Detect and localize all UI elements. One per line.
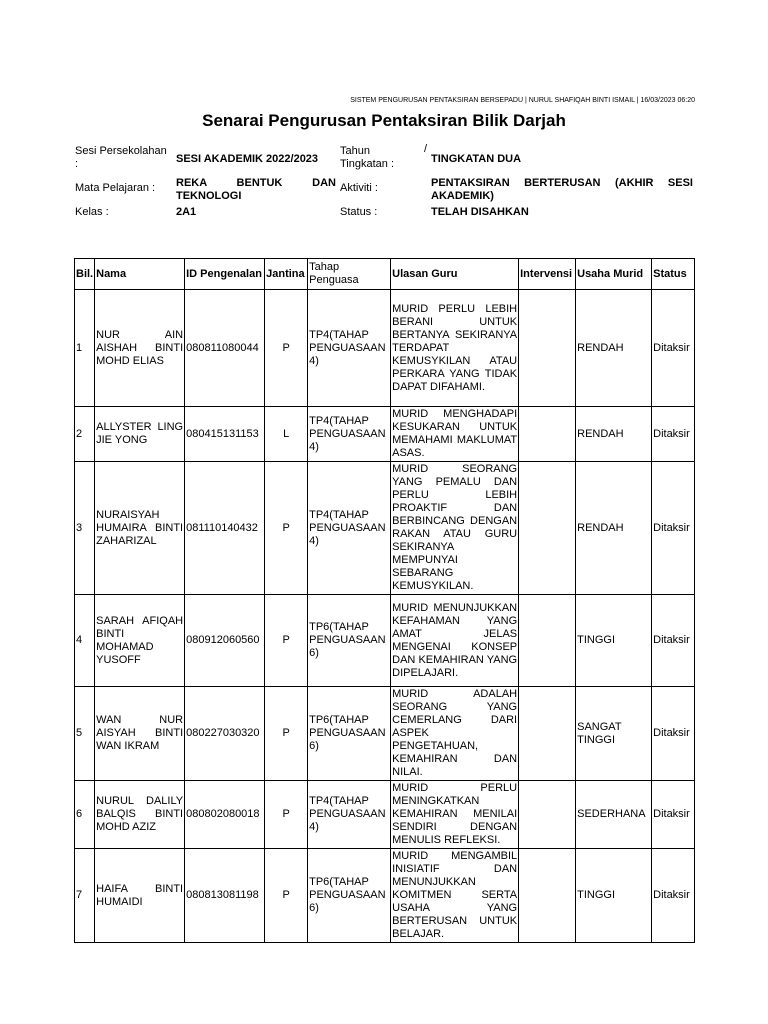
cell-bil: 2 bbox=[75, 407, 95, 462]
table-row bbox=[75, 687, 695, 781]
cell-intervensi bbox=[519, 595, 576, 687]
col-tahap: Tahap Penguasa bbox=[308, 259, 391, 290]
mata-pelajaran-value: REKA BENTUK DAN TEKNOLOGI bbox=[176, 177, 336, 202]
cell-ulasan: MURID MENGHADAPI KESUKARAN UNTUK MEMAHAMI MAKLUMAT ASAS. bbox=[391, 407, 519, 462]
cell-intervensi bbox=[519, 290, 576, 407]
col-status: Status bbox=[652, 259, 695, 290]
aktiviti-value: PENTAKSIRAN BERTERUSAN (AKHIR SESI AKADEMIK) bbox=[431, 177, 693, 202]
table-row bbox=[75, 407, 695, 462]
page-title: Senarai Pengurusan Pentaksiran Bilik Darjah bbox=[202, 111, 566, 130]
cell-nama: SARAH AFIQAH BINTI MOHAMAD YUSOFF bbox=[95, 595, 185, 687]
cell-ulasan: MURID MENUNJUKKAN KEFAHAMAN YANG AMAT JELAS MENGENAI KONSEP DAN KEMAHIRAN YANG DIPELAJARI. bbox=[391, 595, 519, 687]
cell-usaha: RENDAH bbox=[576, 290, 652, 407]
cell-jantina: P bbox=[265, 687, 308, 781]
cell-intervensi bbox=[519, 407, 576, 462]
cell-usaha: TINGGI bbox=[576, 849, 652, 943]
mata-pelajaran-label: Mata Pelajaran : bbox=[75, 182, 156, 194]
cell-status: Ditaksir bbox=[652, 290, 695, 407]
status-label: Status : bbox=[340, 206, 378, 218]
cell-status: Ditaksir bbox=[652, 595, 695, 687]
cell-nama: WAN NUR AISYAH BINTI WAN IKRAM bbox=[95, 687, 185, 781]
cell-ulasan: MURID PERLU LEBIH BERANI UNTUK BERTANYA SEKIRANYA TERDAPAT KEMUSYKILAN ATAU PERKARA YANG TIDAK DAPAT DIFAHAMI. bbox=[391, 290, 519, 407]
cell-jantina: L bbox=[265, 407, 308, 462]
cell-usaha: TINGGI bbox=[576, 595, 652, 687]
cell-tahap: TP6(TAHAP PENGUASAAN 6) bbox=[308, 849, 391, 943]
sesi-label: Sesi Persekolahan : bbox=[75, 145, 167, 170]
cell-id: 080802080018 bbox=[185, 781, 265, 849]
cell-id: 081110140432 bbox=[185, 462, 265, 595]
cell-tahap: TP4(TAHAP PENGUASAAN 4) bbox=[308, 290, 391, 407]
cell-tahap: TP4(TAHAP PENGUASAAN 4) bbox=[308, 462, 391, 595]
cell-nama: NUR AIN AISHAH BINTI MOHD ELIAS bbox=[95, 290, 185, 407]
cell-nama: NURUL DALILY BALQIS BINTI MOHD AZIZ bbox=[95, 781, 185, 849]
assessment-table bbox=[74, 258, 695, 943]
col-intervensi: Intervensi bbox=[519, 259, 576, 290]
tahun-value: TINGKATAN DUA bbox=[431, 153, 522, 165]
cell-tahap: TP4(TAHAP PENGUASAAN 4) bbox=[308, 407, 391, 462]
cell-status: Ditaksir bbox=[652, 407, 695, 462]
cell-jantina: P bbox=[265, 781, 308, 849]
cell-usaha: RENDAH bbox=[576, 462, 652, 595]
cell-bil: 1 bbox=[75, 290, 95, 407]
cell-intervensi bbox=[519, 781, 576, 849]
cell-nama: NURAISYAH HUMAIRA BINTI ZAHARIZAL bbox=[95, 462, 185, 595]
cell-ulasan: MURID SEORANG YANG PEMALU DAN PERLU LEBIH PROAKTIF DAN BERBINCANG DENGAN RAKAN ATAU GURU SEKIRANYA MEMPUNYAI SEBARANG KEMUSYKILAN. bbox=[391, 462, 519, 595]
cell-bil: 3 bbox=[75, 462, 95, 595]
cell-status: Ditaksir bbox=[652, 849, 695, 943]
cell-usaha: SANGAT TINGGI bbox=[576, 687, 652, 781]
aktiviti-label: Aktiviti : bbox=[340, 182, 378, 194]
col-usaha: Usaha Murid bbox=[576, 259, 652, 290]
cell-jantina: P bbox=[265, 849, 308, 943]
col-jantina: Jantina bbox=[265, 259, 308, 290]
cell-tahap: TP6(TAHAP PENGUASAAN 6) bbox=[308, 687, 391, 781]
cell-jantina: P bbox=[265, 290, 308, 407]
cell-usaha: RENDAH bbox=[576, 407, 652, 462]
cell-intervensi bbox=[519, 849, 576, 943]
table-row bbox=[75, 290, 695, 407]
cell-id: 080912060560 bbox=[185, 595, 265, 687]
cell-status: Ditaksir bbox=[652, 781, 695, 849]
cell-bil: 7 bbox=[75, 849, 95, 943]
cell-jantina: P bbox=[265, 595, 308, 687]
cell-id: 080415131153 bbox=[185, 407, 265, 462]
cell-nama: HAIFA BINTI HUMAIDI bbox=[95, 849, 185, 943]
cell-intervensi bbox=[519, 462, 576, 595]
cell-bil: 6 bbox=[75, 781, 95, 849]
cell-usaha: SEDERHANA bbox=[576, 781, 652, 849]
table-row bbox=[75, 781, 695, 849]
cell-tahap: TP4(TAHAP PENGUASAAN 4) bbox=[308, 781, 391, 849]
col-ulasan: Ulasan Guru bbox=[391, 259, 519, 290]
table-row bbox=[75, 595, 695, 687]
cell-ulasan: MURID ADALAH SEORANG YANG CEMERLANG DARI ASPEK PENGETAHUAN, KEMAHIRAN DAN NILAI. bbox=[391, 687, 519, 781]
cell-status: Ditaksir bbox=[652, 687, 695, 781]
tahun-label: Tahun Tingkatan : bbox=[340, 145, 395, 170]
cell-ulasan: MURID PERLU MENINGKATKAN KEMAHIRAN MENILAI SENDIRI DENGAN MENULIS REFLEKSI. bbox=[391, 781, 519, 849]
cell-status: Ditaksir bbox=[652, 462, 695, 595]
table-header-row bbox=[75, 259, 695, 290]
cell-id: 080227030320 bbox=[185, 687, 265, 781]
kelas-value: 2A1 bbox=[176, 206, 197, 218]
cell-bil: 5 bbox=[75, 687, 95, 781]
cell-tahap: TP6(TAHAP PENGUASAAN 6) bbox=[308, 595, 391, 687]
cell-nama: ALLYSTER LING JIE YONG bbox=[95, 407, 185, 462]
table-row bbox=[75, 462, 695, 595]
status-value: TELAH DISAHKAN bbox=[431, 206, 529, 218]
cell-ulasan: MURID MENGAMBIL INISIATIF DAN MENUNJUKKAN KOMITMEN SERTA USAHA YANG BERTERUSAN UNTUK BELAJAR. bbox=[391, 849, 519, 943]
cell-id: 080811080044 bbox=[185, 290, 265, 407]
cell-bil: 4 bbox=[75, 595, 95, 687]
table-row bbox=[75, 849, 695, 943]
cell-jantina: P bbox=[265, 462, 308, 595]
sesi-value: SESI AKADEMIK 2022/2023 bbox=[176, 153, 319, 165]
cell-id: 080813081198 bbox=[185, 849, 265, 943]
col-nama: Nama bbox=[95, 259, 185, 290]
tahun-slash: / bbox=[424, 143, 428, 155]
system-header-line: SISTEM PENGURUSAN PENTAKSIRAN BERSEPADU | NURUL SHAFIQAH BINTI ISMAIL | 16/03/2023 06:20 bbox=[350, 97, 695, 104]
cell-intervensi bbox=[519, 687, 576, 781]
col-bil: Bil. bbox=[75, 259, 95, 290]
col-id: ID Pengenalan bbox=[185, 259, 265, 290]
kelas-label: Kelas : bbox=[75, 206, 109, 218]
